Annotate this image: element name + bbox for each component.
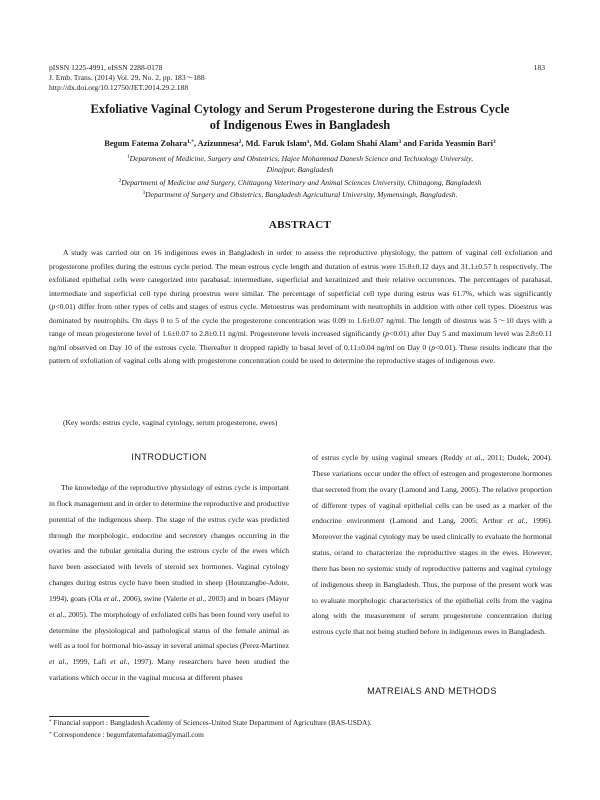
- affiliation-1: [40, 152, 560, 164]
- author-name: Azizunnesa: [197, 139, 239, 148]
- body-text: ., 1999, Lafi: [64, 657, 111, 667]
- author-name: Md. Faruk Islam: [245, 139, 307, 148]
- author-separator: ,: [241, 139, 246, 148]
- affiliation-2: [40, 176, 560, 188]
- body-italic: et al: [110, 657, 126, 667]
- author-separator: ,: [193, 139, 198, 148]
- affiliation-number: 2: [118, 177, 122, 184]
- abstract-body: [49, 246, 552, 368]
- body-text: ., 2011; Dudek, 2004). These variations occur under the effect of estrogen and progesterone hormones that secreted from the ovary (Lamond and Lang, 2005). The relative proportion of different types of vaginal epithelial cells can be used as a marker of the endocrine environment (Lamond and Lang, 2005; Arthur: [312, 453, 552, 526]
- doi-link[interactable]: http://dx.doi.org/10.12750/JET.2014.29.2.188: [49, 83, 189, 93]
- paper-title: [40, 101, 560, 133]
- body-italic: et al: [466, 453, 481, 462]
- affiliations: [40, 152, 560, 200]
- running-header: [49, 63, 205, 94]
- introduction-heading: INTRODUCTION: [131, 452, 207, 462]
- affiliation-text: Department of Medicine, Surgery and Obstetrics, Hajee Mohammad Danesh Science and Technology University,: [129, 154, 473, 163]
- author-name: Begum Fatema Zohara: [104, 139, 188, 148]
- footnote-funding: [49, 718, 372, 727]
- body-text: ., 1996). Moreover the vaginal cytology may be used clinically to evaluate the hormonal status, or/and to characterize the reproductive stages in the ewes. However, there has been no systemic study of reproductive patterns and vaginal cytology of indigenous sheep in Bangladesh. Thus, the purpose of the present work was to evaluate morphologic characteristics of the epithelial cells from the vagina along with the measurement of serum progesterone concentration during estrous cycle that not being studied before in indigenous ewes in Bangladesh.: [312, 516, 552, 637]
- affiliation-number: 1: [127, 154, 130, 160]
- author-name: Md. Golam Shahi Alam: [313, 139, 399, 148]
- keywords: (Key words: estrus cycle, vaginal cytology, serum progesterone, ewes): [63, 418, 278, 427]
- footnote-correspondence: [49, 730, 204, 739]
- abstract-text: <0.01). These results indicate that the pattern of exfoliation of vaginal cells along with progesterone concentration could be used to determine the reproductive stages of indigenous ewe.: [49, 342, 552, 365]
- author-affil-mark: 1,*: [187, 139, 194, 145]
- abstract-text: <0.01) after Day 5 and maximum level was 2.8±0.11 ng/ml observed on Day 10 of the estrous cycle. Thereafter it dropped rapidly to basal level of 0.11±0.04 ng/ml on Day 0 (: [49, 329, 553, 352]
- author-affil-mark: 3: [398, 139, 402, 145]
- author-affil-mark: 3: [493, 139, 496, 145]
- affiliation-1-cont: Dinajpur, Bangladesh: [266, 165, 334, 175]
- abstract-italic: p: [51, 302, 56, 311]
- body-text: The knowledge of the reproductive physiology of estrus cycle is important in flock management and in order to determine the reproductive and productive potential of the indigenous sheep. The stage of the estrus cycle was predicted through the morphologic, endocrine and secretory changes occurring in the ovaries and the tubular genitalia during the estrous cycle of the ewes which have been associated with levels of steroid sex hormones. Vaginal cytology changes during estrus cycle have been studied in sheep (Hounzangbe-Adote, 1994), goats (Ola: [49, 483, 289, 603]
- author-separator: ,: [309, 139, 314, 148]
- issn-line: pISSN 1225-4991, eISSN 2288-0178: [49, 63, 163, 72]
- introduction-body-left: [49, 480, 289, 686]
- affiliation-3: [40, 188, 560, 200]
- author-affil-mark: 1: [306, 139, 310, 145]
- page-number: 183: [533, 63, 545, 72]
- abstract-italic: p: [385, 329, 390, 338]
- affiliation-text: Department of Medicine and Surgery, Chittagong Veterinary and Animal Sciences University, Chittagong, Bangladesh: [121, 177, 482, 187]
- body-italic: et al: [49, 609, 63, 619]
- abstract-text: A study was carried out on 16 indigenous ewes in Bangladesh in order to assess the reproductive physiology, the pattern of vaginal cell exfoliation and progesterone profiles during the estrous cycle period. The mean estrous cycle length and duration of estrus were 15.8±0.12 days and 31.1±0.57 h respectively. The exfoliated epithelial cells were categorized into parabasal, intermediate, superficial and keratinized and their relative occurrences. The percentages of parabasal, intermediate and superficial cell type during proestrus were similar. The percentage of superficial cell type during estrus was 61.7%, which was significantly (: [49, 248, 552, 311]
- title-line-2: of Indigenous Ewes in Bangladesh: [209, 118, 391, 132]
- abstract-italic: p: [431, 342, 436, 352]
- body-text: of estrus cycle by using vaginal smears (Reddy: [312, 453, 467, 462]
- body-text: ., 2003) and in boars (Mayor: [202, 593, 289, 603]
- affiliation-text: Department of Surgery and Obstetrics, Bangladesh Agricultural University, Mymensingh, Bangladesh.: [145, 189, 458, 199]
- body-italic: et al: [103, 593, 117, 603]
- footnote-text: Correspondence : begumfatemafatema@ymail.com: [53, 730, 204, 739]
- footnote-text: Financial support : Bangladesh Academy of Sciences-United State Department of Agriculture (BAS-USDA).: [53, 718, 372, 727]
- body-italic: et al: [49, 657, 65, 667]
- abstract-heading: ABSTRACT: [268, 219, 332, 231]
- body-text: ., 2005). The morphology of exfoliated cells has been found very useful to determine the physiological and pathological status of the female animal as well as a tool for hormonal bio-assay in several animal species (Perez-Martinez: [49, 609, 289, 651]
- introduction-body-right: [312, 450, 552, 640]
- footnote-mark: *: [49, 719, 52, 725]
- footnote-divider: [49, 716, 149, 717]
- journal-citation: J. Emb. Trans. (2014) Vol. 29, No. 2, pp. 183～188: [49, 73, 205, 83]
- methods-heading: MATREIALS AND METHODS: [367, 686, 497, 696]
- author-list: [40, 139, 560, 148]
- body-text: ., 1997). Many researchers have been studied the variations which occur in the vaginal mucosa at different phases: [49, 657, 289, 683]
- author-affil-mark: 2: [238, 139, 242, 145]
- author-separator: and: [401, 139, 419, 148]
- footnote-mark: *: [49, 731, 52, 737]
- author-name: Farida Yeasmin Bari: [418, 139, 493, 148]
- body-text: ., 2006), swine (Valerie: [116, 593, 190, 603]
- body-italic: et al: [189, 593, 203, 603]
- title-line-1: Exfoliative Vaginal Cytology and Serum Progesterone during the Estrous Cycle: [90, 102, 510, 116]
- abstract-text: <0.01) differ from other types of cells and stages of estrus cycle. Metoestrus was predominant with neutrophils in addition with other cell types. Dioestrus was dominated by neutrophils. On days 0 to 5 of the cycle the progesterone concentration was 0.09 to 1.6±0.07 ng/ml. The length of diestrus was 5～10 days with a range of mean progesterone level of 1.6±0.07 to 2.8±0.11 ng/ml. Progesterone levels increased significantly (: [49, 302, 552, 338]
- affiliation-number: 3: [142, 189, 146, 196]
- body-italic: et al: [507, 516, 524, 526]
